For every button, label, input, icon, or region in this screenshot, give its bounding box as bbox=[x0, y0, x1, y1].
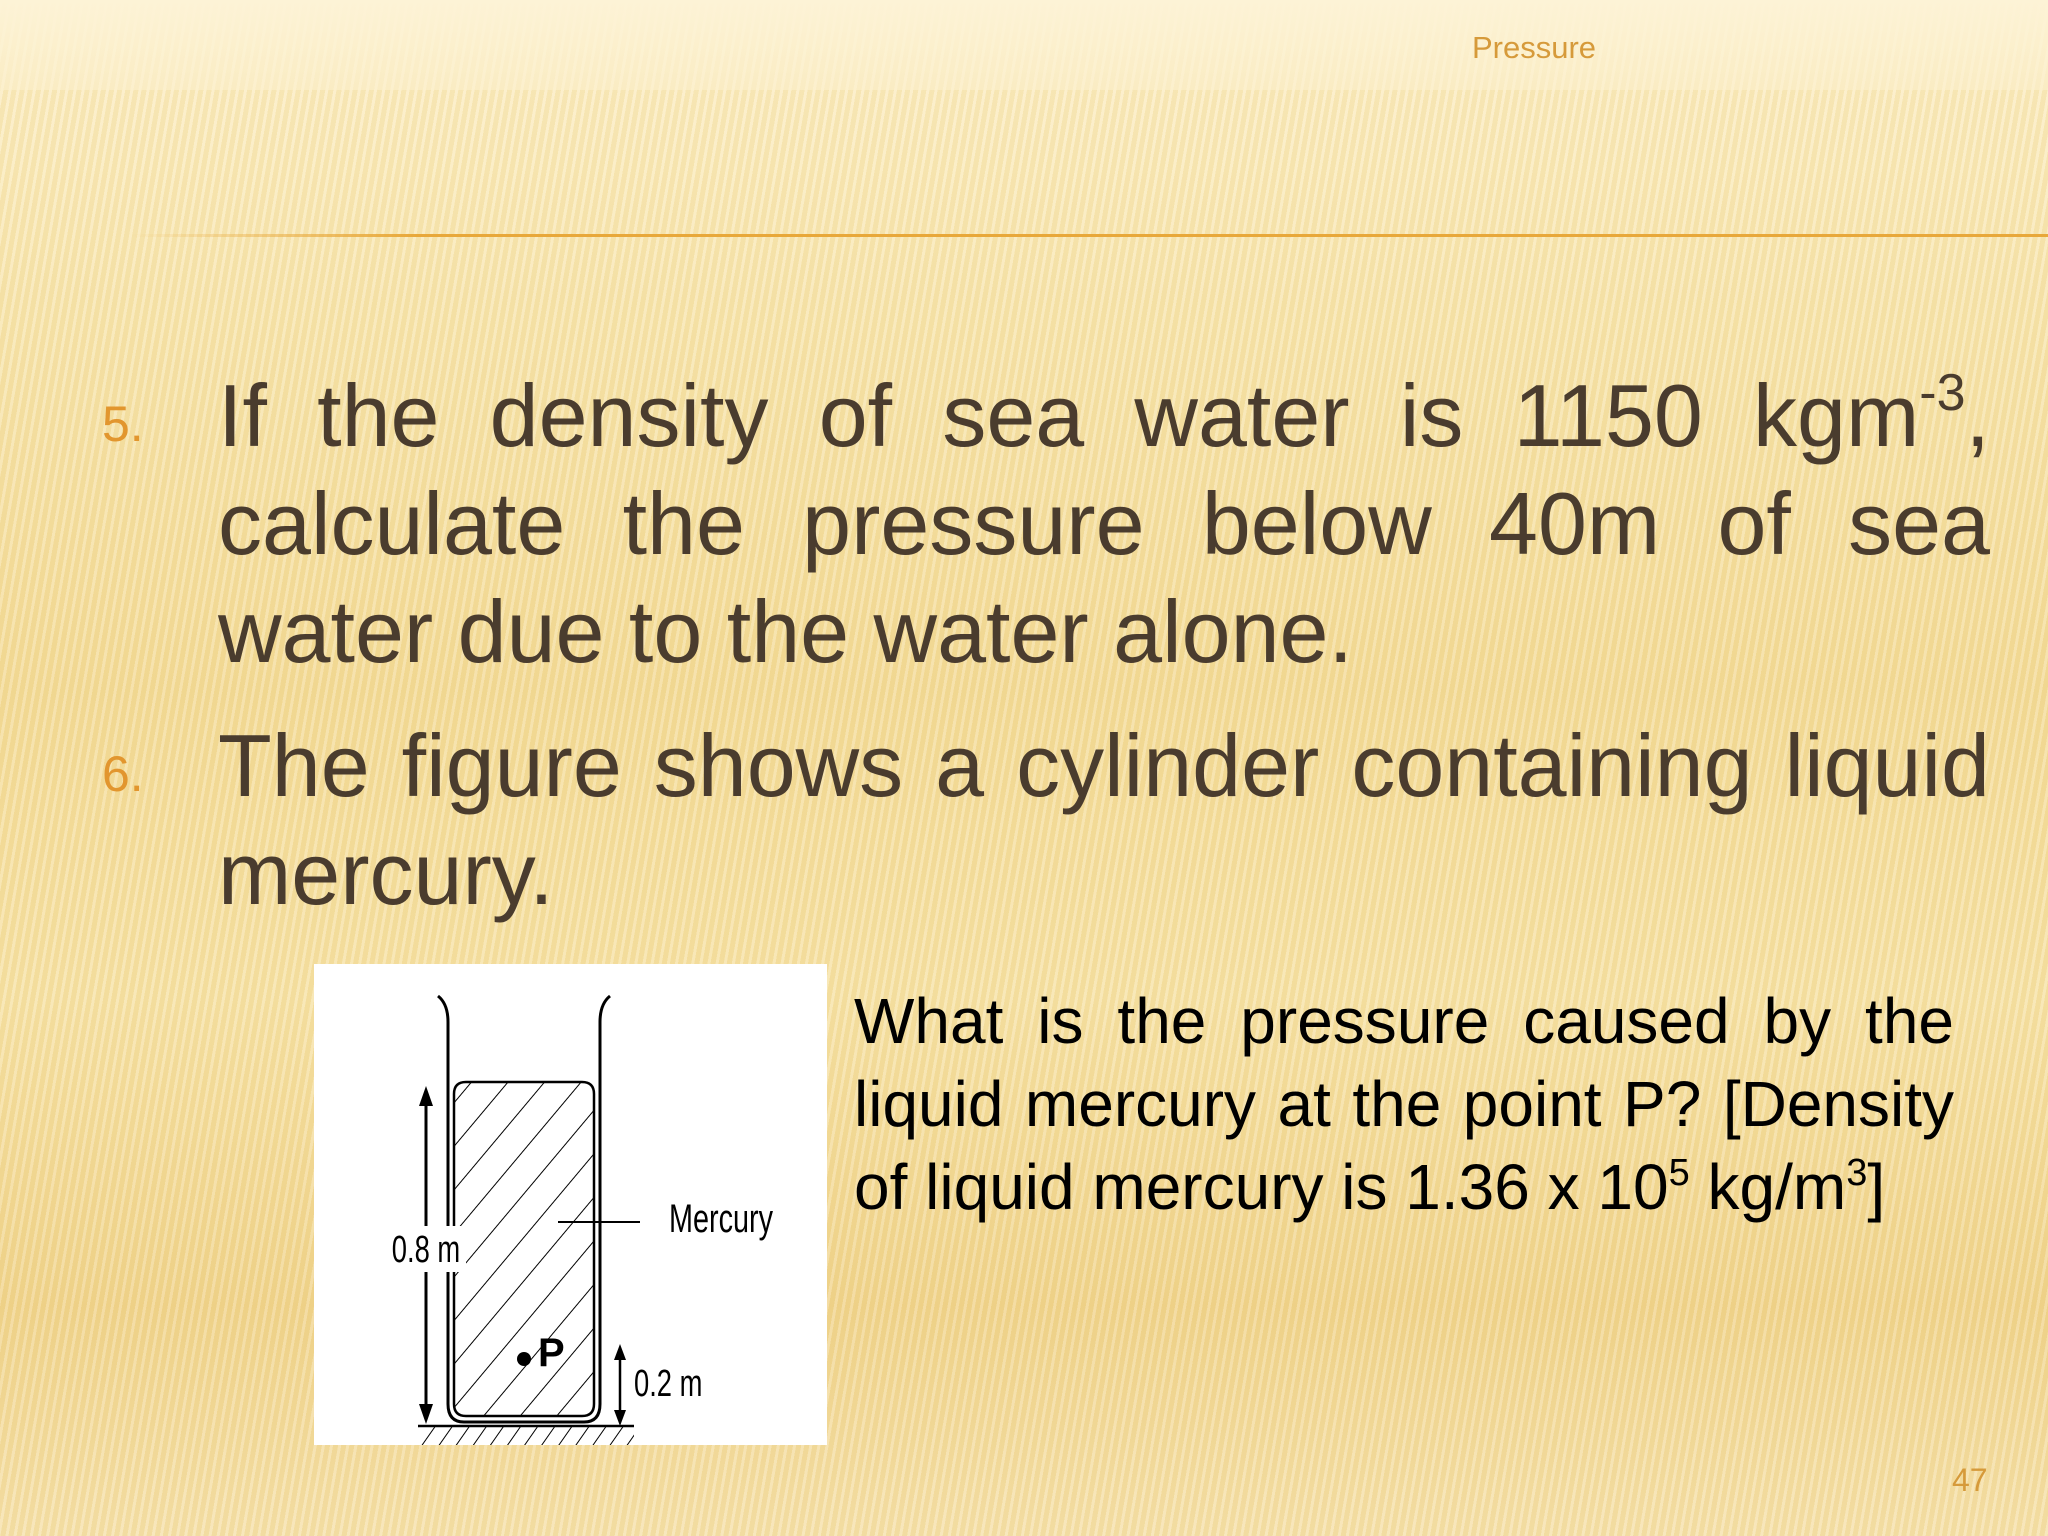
point-p-label: P bbox=[538, 1331, 565, 1375]
height-arrow-head-up bbox=[419, 1086, 433, 1106]
question-text-part: kg/m bbox=[1689, 1151, 1847, 1223]
cylinder-diagram bbox=[314, 964, 827, 1445]
question-text-part: ] bbox=[1867, 1151, 1886, 1223]
point-height-arrow-head-down bbox=[614, 1410, 626, 1426]
header-divider bbox=[130, 234, 2048, 237]
question-exponent: 3 bbox=[1846, 1152, 1868, 1194]
point-p-dot bbox=[517, 1352, 531, 1366]
point-height-label: 0.2 m bbox=[634, 1362, 703, 1406]
item-text-part: , calculate the pressure below 40m of sea water due to the water alone. bbox=[218, 366, 1990, 681]
item-number: 6. bbox=[102, 746, 144, 802]
item-text bbox=[218, 362, 1990, 686]
point-height-arrow-head-up bbox=[614, 1344, 626, 1360]
page-number: 47 bbox=[1952, 1462, 1988, 1498]
ground-hatch bbox=[418, 1427, 634, 1445]
header-band bbox=[0, 0, 2048, 90]
height-label: 0.8 m bbox=[391, 1228, 461, 1272]
question-exponent: 5 bbox=[1668, 1152, 1690, 1194]
height-arrow-head-down bbox=[419, 1404, 433, 1424]
cylinder-figure bbox=[314, 964, 827, 1445]
figure-question bbox=[854, 980, 1954, 1229]
item-superscript: -3 bbox=[1919, 364, 1966, 422]
item-number: 5. bbox=[102, 396, 144, 452]
question-text-part: What is the pressure caused by the liquid mercury at the point P? [Density of liquid mercury is 1.36 x 10 bbox=[854, 985, 1954, 1223]
header-title: Pressure bbox=[1472, 30, 1597, 65]
item-text: The figure shows a cylinder containing liquid mercury. bbox=[218, 716, 1990, 923]
mercury-label: Mercury bbox=[669, 1196, 773, 1242]
item-text-part: If the density of sea water is 1150 kgm bbox=[218, 366, 1920, 465]
